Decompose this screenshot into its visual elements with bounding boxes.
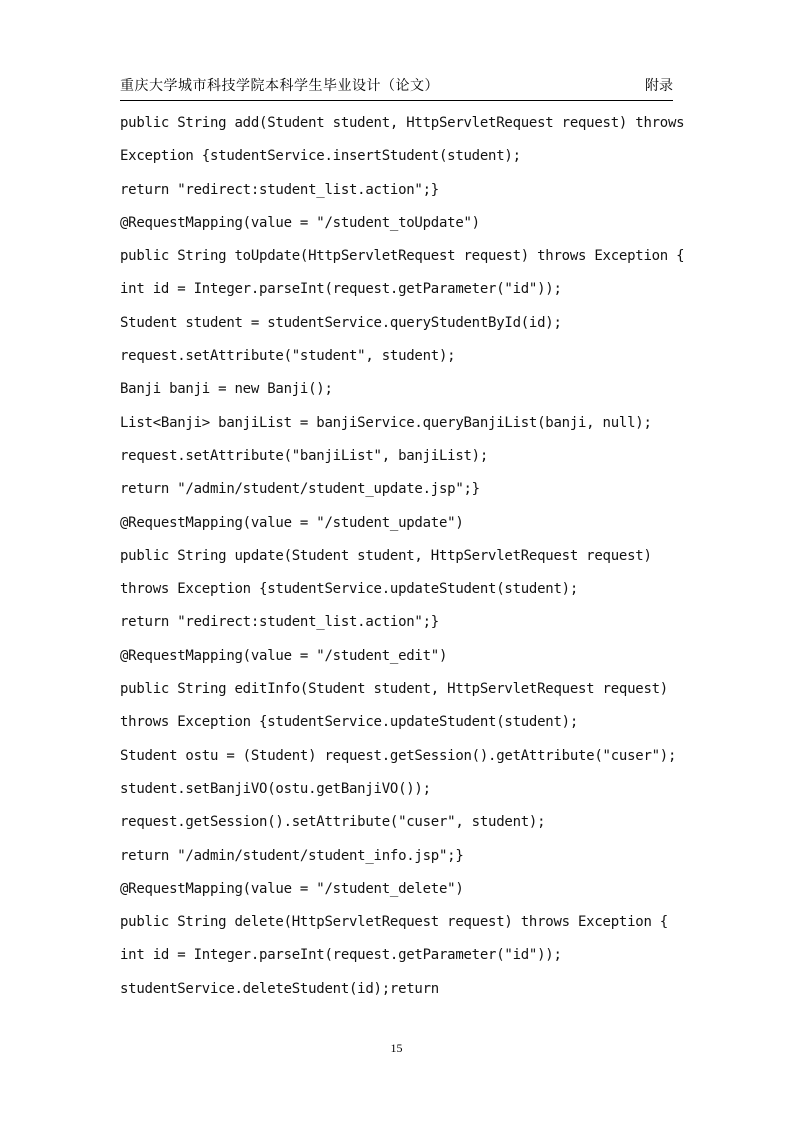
- code-line: return "/admin/student/student_update.jsp";}: [120, 481, 480, 498]
- code-line: Banji banji = new Banji();: [120, 381, 333, 398]
- code-line: throws Exception {studentService.updateStudent(student);: [120, 714, 579, 731]
- code-line: student.setBanjiVO(ostu.getBanjiVO());: [120, 780, 431, 797]
- page-header: [120, 76, 673, 98]
- code-line: List<Banji> banjiList = banjiService.queryBanjiList(banji, null);: [120, 414, 652, 431]
- code-line: int id = Integer.parseInt(request.getParameter("id"));: [120, 947, 562, 964]
- code-line: public String delete(HttpServletRequest request) throws Exception {: [120, 914, 668, 931]
- code-line: @RequestMapping(value = "/student_toUpdate"): [120, 214, 480, 231]
- header-thesis-title: 重庆大学城市科技学院本科学生毕业设计（论文）: [120, 78, 439, 94]
- code-line: request.setAttribute("banjiList", banjiList);: [120, 447, 489, 464]
- header-divider: [120, 100, 673, 101]
- code-line: Student student = studentService.queryStudentById(id);: [120, 314, 562, 331]
- code-line: Exception {studentService.insertStudent(student);: [120, 148, 521, 165]
- code-line: return "/admin/student/student_info.jsp";}: [120, 847, 464, 864]
- code-line: studentService.deleteStudent(id);return: [120, 980, 439, 997]
- code-line: @RequestMapping(value = "/student_delete"): [120, 880, 464, 897]
- code-line: public String toUpdate(HttpServletRequest request) throws Exception {: [120, 248, 685, 265]
- code-line: int id = Integer.parseInt(request.getParameter("id"));: [120, 281, 562, 298]
- code-line: request.setAttribute("student", student);: [120, 348, 456, 365]
- code-listing: [120, 107, 685, 1006]
- code-line: public String add(Student student, HttpServletRequest request) throws: [120, 115, 685, 131]
- code-line: public String update(Student student, HttpServletRequest request): [120, 547, 652, 564]
- code-line: public String editInfo(Student student, HttpServletRequest request): [120, 681, 668, 698]
- header-section-label: 附录: [645, 78, 673, 94]
- code-line: return "redirect:student_list.action";}: [120, 181, 439, 198]
- code-line: throws Exception {studentService.updateStudent(student);: [120, 581, 579, 598]
- code-line: Student ostu = (Student) request.getSession().getAttribute("cuser");: [120, 747, 677, 764]
- page-number: 15: [390, 1041, 403, 1055]
- code-line: @RequestMapping(value = "/student_update"): [120, 514, 464, 531]
- code-line: request.getSession().setAttribute("cuser", student);: [120, 814, 546, 831]
- code-line: return "redirect:student_list.action";}: [120, 614, 439, 631]
- code-line: @RequestMapping(value = "/student_edit"): [120, 647, 448, 664]
